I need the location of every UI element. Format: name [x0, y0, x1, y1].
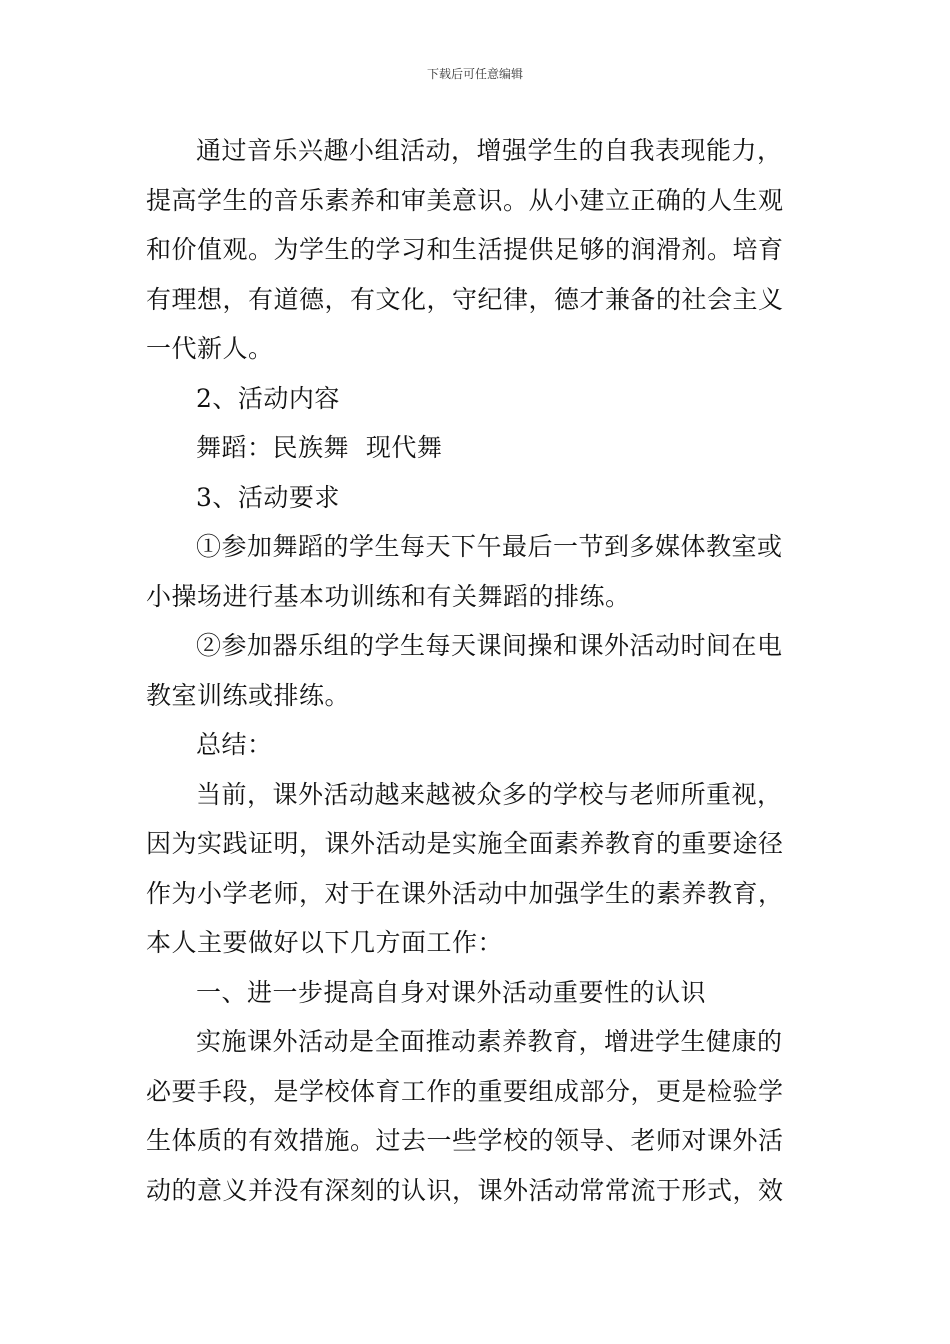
text-line: 和价值观。为学生的学习和生活提供足够的润滑剂。培育: [146, 235, 784, 264]
heading-summary: [146, 720, 806, 770]
text-line: 必要手段，是学校体育工作的重要组成部分，更是检验学: [146, 1076, 784, 1106]
paragraph-requirement-2: [146, 621, 806, 720]
text-line: ②参加器乐组的学生每天课间操和课外活动时间在电: [196, 631, 783, 660]
text-line: 提高学生的音乐素养和审美意识。从小建立正确的人生观: [146, 185, 784, 215]
heading-activity-requirements: [146, 473, 806, 523]
text-line: 3、活动要求: [196, 482, 340, 512]
text-line: 因为实践证明，课外活动是实施全面素养教育的重要途径: [146, 829, 784, 858]
text-line: 一、进一步提高自身对课外活动重要性的认识: [196, 977, 707, 1007]
page-header: 下载后可任意编辑: [426, 67, 523, 81]
text-line: ①参加舞蹈的学生每天下午最后一节到多媒体教室或: [196, 532, 783, 561]
paragraph-dance-types: [146, 423, 806, 473]
text-line: 一代新人。: [146, 334, 274, 363]
text-line: 生体质的有效措施。过去一些学校的领导、老师对课外活: [146, 1126, 784, 1155]
text-line: 小操场进行基本功训练和有关舞蹈的排练。: [146, 581, 631, 611]
text-line: 教室训练或排练。: [146, 680, 351, 710]
document-body: [146, 126, 806, 1215]
text-line: 2、活动内容: [196, 383, 340, 413]
paragraph-section-one-body: [146, 1017, 806, 1215]
heading-section-one: [146, 968, 806, 1018]
text-line: 总结：: [196, 730, 273, 759]
paragraph-requirement-1: [146, 522, 806, 621]
text-line: 本人主要做好以下几方面工作：: [146, 928, 504, 957]
text-line: 实施课外活动是全面推动素养教育，增进学生健康的: [196, 1027, 783, 1056]
text-line: 当前，课外活动越来越被众多的学校与老师所重视，: [196, 779, 783, 809]
text-line: 作为小学老师，对于在课外活动中加强学生的素养教育，: [146, 878, 784, 908]
text-line: 动的意义并没有深刻的认识，课外活动常常流于形式，效: [146, 1175, 784, 1205]
paragraph-purpose: [146, 126, 806, 374]
paragraph-summary-intro: [146, 770, 806, 968]
text-line: 舞蹈：民族舞 现代舞: [196, 433, 443, 462]
heading-activity-content: [146, 374, 806, 424]
text-line: 有理想，有道德，有文化，守纪律，德才兼备的社会主义: [146, 284, 784, 314]
text-line: 通过音乐兴趣小组活动，增强学生的自我表现能力，: [196, 136, 783, 165]
